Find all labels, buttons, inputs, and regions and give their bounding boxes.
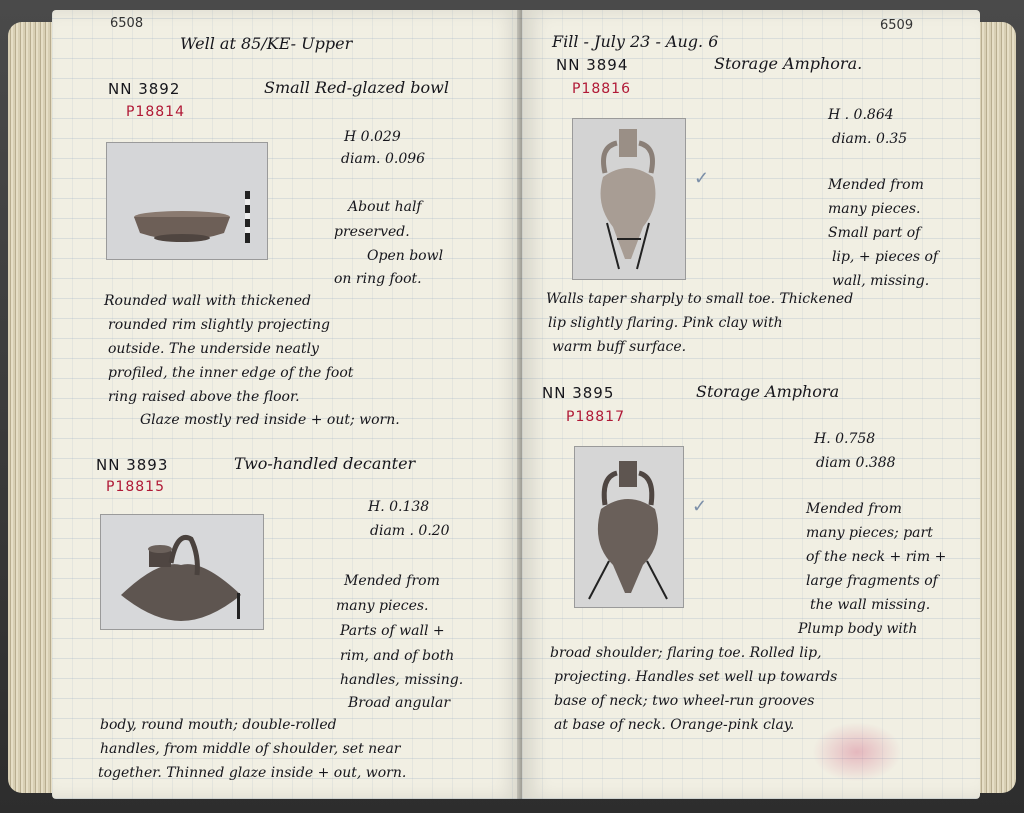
entry-title: Storage Amphora. — [714, 54, 863, 73]
entry-number: NN 3895 — [542, 384, 615, 402]
page-number: 6509 — [880, 18, 914, 33]
description-line: outside. The underside neatly — [108, 341, 319, 357]
dimension-height: H. 0.758 — [814, 431, 876, 447]
note-line: Small part of — [828, 225, 921, 241]
note-line: Open bowl — [367, 248, 444, 264]
dimension-diameter: diam 0.388 — [816, 455, 896, 471]
entry-title: Storage Amphora — [696, 382, 840, 401]
description-line: projecting. Handles set well up towards — [554, 669, 838, 685]
entry-title: Two-handled decanter — [234, 454, 416, 473]
p-number: P18816 — [572, 81, 631, 97]
note-line: Parts of wall + — [340, 623, 445, 639]
p-number: P18817 — [566, 409, 625, 425]
note-line: Mended from — [344, 573, 440, 589]
entry-title: Small Red-glazed bowl — [264, 78, 449, 97]
dimension-diameter: diam. 0.35 — [832, 131, 908, 147]
dimension-height: H . 0.864 — [828, 107, 894, 123]
bowl-image — [107, 143, 267, 259]
dimension-height: H. 0.138 — [368, 499, 430, 515]
note-line: Plump body with — [798, 621, 918, 637]
dimension-diameter: diam. 0.096 — [341, 151, 426, 167]
checkmark-icon: ✓ — [694, 168, 710, 189]
page-number: 6508 — [110, 16, 144, 31]
bowl-photo — [106, 142, 268, 260]
p-number: P18815 — [106, 479, 165, 495]
decanter-photo — [100, 514, 264, 630]
description-line: handles, from middle of shoulder, set near — [100, 741, 401, 757]
dimension-diameter: diam . 0.20 — [370, 523, 450, 539]
red-ink-smear — [812, 722, 902, 782]
note-line: Broad angular — [348, 695, 451, 711]
description-line: profiled, the inner edge of the foot — [108, 365, 354, 381]
description-line: body, round mouth; double-rolled — [100, 717, 337, 733]
note-line: lip, + pieces of — [832, 249, 939, 265]
description-line: Rounded wall with thickened — [104, 293, 311, 309]
description-line: Glaze mostly red inside + out; worn. — [140, 412, 400, 428]
description-line: at base of neck. Orange-pink clay. — [554, 717, 795, 733]
decanter-image — [101, 515, 263, 629]
description-line: base of neck; two wheel-run grooves — [554, 693, 815, 709]
note-line: of the neck + rim + — [806, 549, 947, 565]
dimension-height: H 0.029 — [344, 129, 401, 145]
note-line: large fragments of — [806, 573, 938, 589]
page-header: Well at 85/KE- Upper — [180, 34, 353, 53]
page-edges-left — [8, 22, 52, 793]
note-line: on ring foot. — [334, 271, 422, 287]
amphora-3895-photo — [574, 446, 684, 608]
note-line: many pieces; part — [806, 525, 933, 541]
description-line: ring raised above the floor. — [108, 389, 300, 405]
right-page — [522, 10, 980, 799]
note-line: many pieces. — [336, 598, 429, 614]
amphora-image — [573, 119, 685, 279]
note-line: wall, missing. — [832, 273, 930, 289]
page-edges-right — [974, 22, 1016, 793]
entry-number: NN 3894 — [556, 56, 629, 74]
note-line: preserved. — [334, 224, 410, 240]
left-page — [52, 10, 522, 799]
note-line: handles, missing. — [340, 672, 464, 688]
note-line: Mended from — [828, 177, 924, 193]
amphora-image — [575, 447, 683, 607]
note-line: the wall missing. — [810, 597, 931, 613]
description-line: together. Thinned glaze inside + out, worn. — [98, 765, 407, 781]
description-line: warm buff surface. — [552, 339, 687, 355]
entry-number: NN 3892 — [108, 80, 181, 98]
description-line: broad shoulder; flaring toe. Rolled lip, — [550, 645, 822, 661]
p-number: P18814 — [126, 104, 185, 120]
description-line: Walls taper sharply to small toe. Thickened — [546, 291, 854, 307]
note-line: Mended from — [806, 501, 902, 517]
description-line: lip slightly flaring. Pink clay with — [548, 315, 783, 331]
note-line: rim, and of both — [340, 648, 455, 664]
entry-number: NN 3893 — [96, 456, 169, 474]
note-line: About half — [348, 199, 422, 215]
checkmark-icon: ✓ — [692, 496, 708, 517]
description-line: rounded rim slightly projecting — [108, 317, 330, 333]
note-line: many pieces. — [828, 201, 921, 217]
page-header: Fill - July 23 - Aug. 6 — [552, 32, 719, 51]
amphora-3894-photo — [572, 118, 686, 280]
